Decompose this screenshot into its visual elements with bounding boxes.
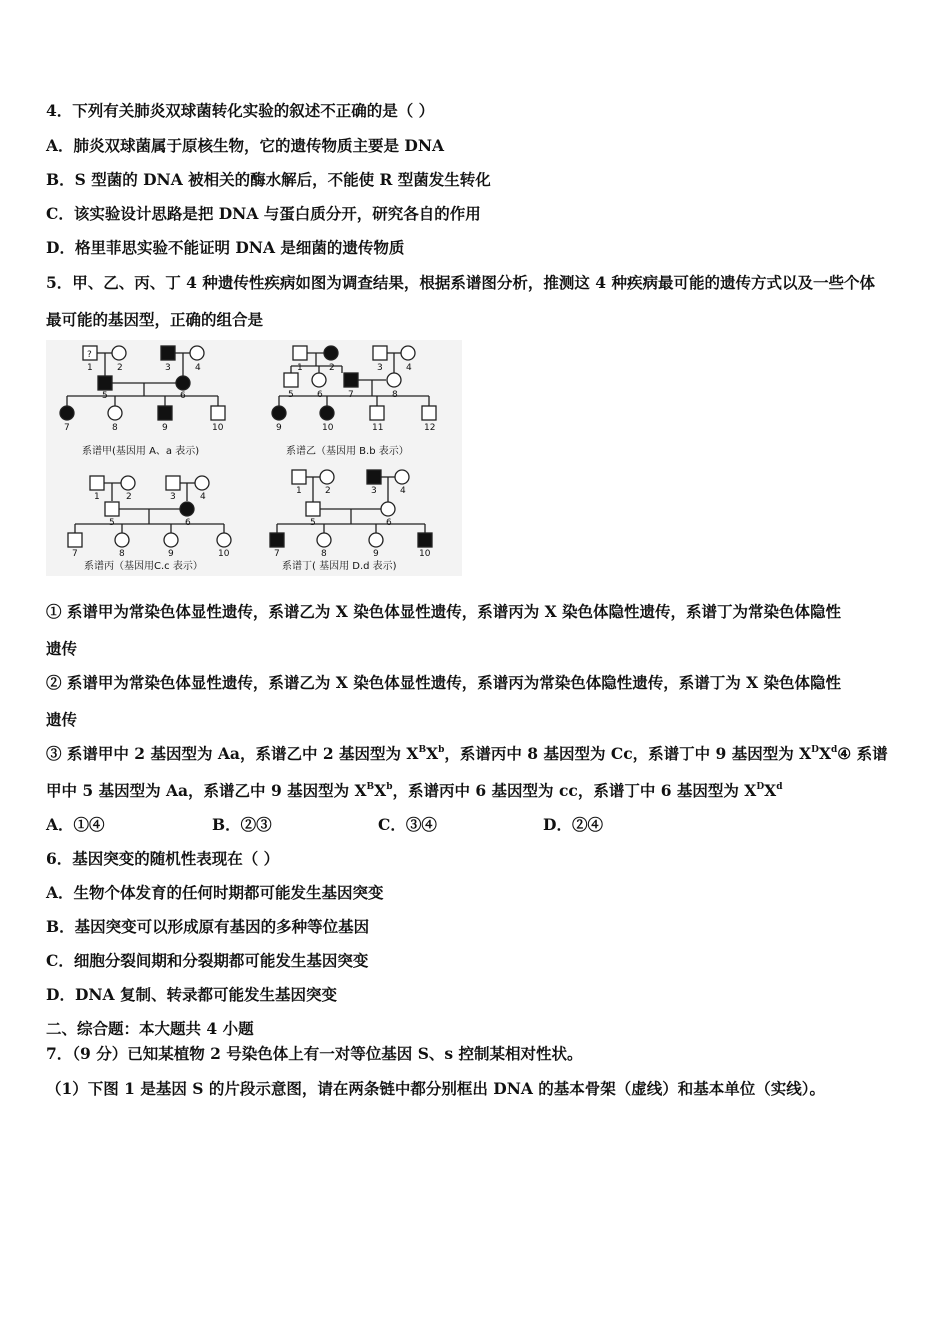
svg-text:8: 8 <box>392 390 398 400</box>
svg-text:1: 1 <box>296 486 302 496</box>
q7-sub1: （1）下图 1 是基因 S 的片段示意图，请在两条链中都分别框出 DNA 的基本骨架（虚线）和基本单位（实线）。 <box>46 1079 826 1098</box>
q5-statement-1-cont: 遗传 <box>46 639 78 658</box>
bing-7 <box>68 533 82 547</box>
yi-3 <box>373 346 387 360</box>
bing-caption: 系谱丙（基因用C.c 表示） <box>84 561 203 572</box>
svg-text:1: 1 <box>87 363 93 373</box>
svg-text:6: 6 <box>317 390 323 400</box>
ding-2 <box>320 470 334 484</box>
svg-text:2: 2 <box>117 363 123 373</box>
svg-text:9: 9 <box>373 549 379 559</box>
yi-10 <box>320 406 334 420</box>
ding-3 <box>367 470 381 484</box>
jia-4 <box>190 346 204 360</box>
yi-6 <box>312 373 326 387</box>
ding-6 <box>381 502 395 516</box>
q5-statement-2: ② 系谱甲为常染色体显性遗传，系谱乙为 X 染色体显性遗传，系谱丙为常染色体隐性遗传，系谱丁为 X 染色体隐性 <box>46 673 842 692</box>
yi-5 <box>284 373 298 387</box>
q5-stem-line1: 5．甲、乙、丙、丁 4 种遗传性疾病如图为调查结果，根据系谱图分析，推测这 4 种疾病最可能的遗传方式以及一些个体 <box>46 273 875 292</box>
svg-text:10: 10 <box>419 549 431 559</box>
yi-7 <box>344 373 358 387</box>
svg-text:10: 10 <box>322 423 334 433</box>
section-2-heading: 二、综合题：本大题共 4 小题 <box>46 1019 254 1038</box>
svg-text:3: 3 <box>165 363 171 373</box>
ding-caption: 系谱丁( 基因用 D.d 表示) <box>282 561 397 572</box>
jia-caption: 系谱甲(基因用 A、a 表示) <box>82 446 200 457</box>
q4-option-d[interactable]: D．格里菲思实验不能证明 DNA 是细菌的遗传物质 <box>46 238 405 257</box>
svg-text:3: 3 <box>371 486 377 496</box>
q4-option-b[interactable]: B．S 型菌的 DNA 被相关的酶水解后，不能使 R 型菌发生转化 <box>46 170 491 189</box>
bing-5 <box>105 502 119 516</box>
q5-statement-2-cont: 遗传 <box>46 710 78 729</box>
q5-statement-4: 甲中 5 基因型为 Aa，系谱乙中 9 基因型为 $X^BX^b$，系谱丙中 6 基因型为 cc，系谱丁中 6 基因型为 $X^DX^d$ <box>46 781 783 800</box>
ding-9 <box>369 533 383 547</box>
ding-1 <box>292 470 306 484</box>
bing-10 <box>217 533 231 547</box>
yi-12 <box>422 406 436 420</box>
q6-option-c[interactable]: C．细胞分裂间期和分裂期都可能发生基因突变 <box>46 951 369 970</box>
q5-option-b[interactable]: B．②③ <box>212 815 272 834</box>
svg-text:7: 7 <box>64 423 70 433</box>
bing-1 <box>90 476 104 490</box>
svg-text:4: 4 <box>406 363 412 373</box>
jia-9 <box>158 406 172 420</box>
q5-option-c[interactable]: C．③④ <box>378 815 437 834</box>
pedigree-figure <box>46 340 462 576</box>
q6-stem: 6．基因突变的随机性表现在（ ） <box>46 849 280 868</box>
svg-text:4: 4 <box>200 492 206 502</box>
jia-5 <box>98 376 112 390</box>
svg-text:3: 3 <box>377 363 383 373</box>
svg-text:11: 11 <box>372 423 384 433</box>
bing-2 <box>121 476 135 490</box>
yi-8 <box>387 373 401 387</box>
svg-text:10: 10 <box>218 549 230 559</box>
svg-text:2: 2 <box>329 363 335 373</box>
svg-text:1: 1 <box>94 492 100 502</box>
ding-5 <box>306 502 320 516</box>
ding-10 <box>418 533 432 547</box>
svg-text:2: 2 <box>325 486 331 496</box>
svg-text:6: 6 <box>386 518 392 528</box>
svg-text:7: 7 <box>348 390 354 400</box>
bing-3 <box>166 476 180 490</box>
ding-7 <box>270 533 284 547</box>
svg-text:4: 4 <box>195 363 201 373</box>
svg-text:9: 9 <box>168 549 174 559</box>
bing-8 <box>115 533 129 547</box>
svg-text:7: 7 <box>72 549 78 559</box>
jia-question-mark: ? <box>87 350 92 360</box>
q5-statement-1: ① 系谱甲为常染色体显性遗传，系谱乙为 X 染色体显性遗传，系谱丙为 X 染色体隐性遗传，系谱丁为常染色体隐性 <box>46 602 842 621</box>
yi-9 <box>272 406 286 420</box>
svg-text:3: 3 <box>170 492 176 502</box>
svg-text:5: 5 <box>310 518 316 528</box>
svg-text:9: 9 <box>162 423 168 433</box>
q5-statement-3: ③ 系谱甲中 2 基因型为 Aa，系谱乙中 2 基因型为 $X^BX^b$，系谱丙中 8 基因型为 Cc，系谱丁中 9 基因型为 $X^DX^d④$ 系谱 <box>46 744 888 763</box>
q6-option-a[interactable]: A．生物个体发育的任何时期都可能发生基因突变 <box>46 883 384 902</box>
jia-2 <box>112 346 126 360</box>
ding-4 <box>395 470 409 484</box>
q4-option-a[interactable]: A．肺炎双球菌属于原核生物，它的遗传物质主要是 DNA <box>46 136 445 155</box>
jia-6 <box>176 376 190 390</box>
svg-text:4: 4 <box>400 486 406 496</box>
ding-8 <box>317 533 331 547</box>
yi-4 <box>401 346 415 360</box>
q4-option-c[interactable]: C．该实验设计思路是把 DNA 与蛋白质分开，研究各自的作用 <box>46 204 481 223</box>
svg-text:8: 8 <box>119 549 125 559</box>
svg-text:8: 8 <box>112 423 118 433</box>
jia-7 <box>60 406 74 420</box>
yi-11 <box>370 406 384 420</box>
yi-1 <box>293 346 307 360</box>
svg-text:6: 6 <box>185 518 191 528</box>
q7-stem: 7．（9 分）已知某植物 2 号染色体上有一对等位基因 S、s 控制某相对性状。 <box>46 1044 583 1063</box>
jia-3 <box>161 346 175 360</box>
svg-text:2: 2 <box>126 492 132 502</box>
bing-6 <box>180 502 194 516</box>
svg-text:10: 10 <box>212 423 224 433</box>
svg-text:5: 5 <box>109 518 115 528</box>
svg-text:12: 12 <box>424 423 436 433</box>
svg-text:7: 7 <box>274 549 280 559</box>
yi-2 <box>324 346 338 360</box>
jia-10 <box>211 406 225 420</box>
svg-text:5: 5 <box>102 391 108 401</box>
svg-text:9: 9 <box>276 423 282 433</box>
q4-stem: 4．下列有关肺炎双球菌转化实验的叙述不正确的是（ ） <box>46 101 435 120</box>
yi-caption: 系谱乙（基因用 B.b 表示） <box>286 446 409 457</box>
svg-text:6: 6 <box>180 391 186 401</box>
bing-9 <box>164 533 178 547</box>
q5-option-d[interactable]: D．②④ <box>543 815 603 834</box>
q6-option-b[interactable]: B．基因突变可以形成原有基因的多种等位基因 <box>46 917 370 936</box>
jia-8 <box>108 406 122 420</box>
svg-text:1: 1 <box>297 363 303 373</box>
bing-4 <box>195 476 209 490</box>
q5-option-a[interactable]: A．①④ <box>46 815 105 834</box>
q5-stem-line2: 最可能的基因型，正确的组合是 <box>46 310 264 329</box>
svg-text:5: 5 <box>288 390 294 400</box>
svg-text:8: 8 <box>321 549 327 559</box>
q6-option-d[interactable]: D．DNA 复制、转录都可能发生基因突变 <box>46 985 337 1004</box>
